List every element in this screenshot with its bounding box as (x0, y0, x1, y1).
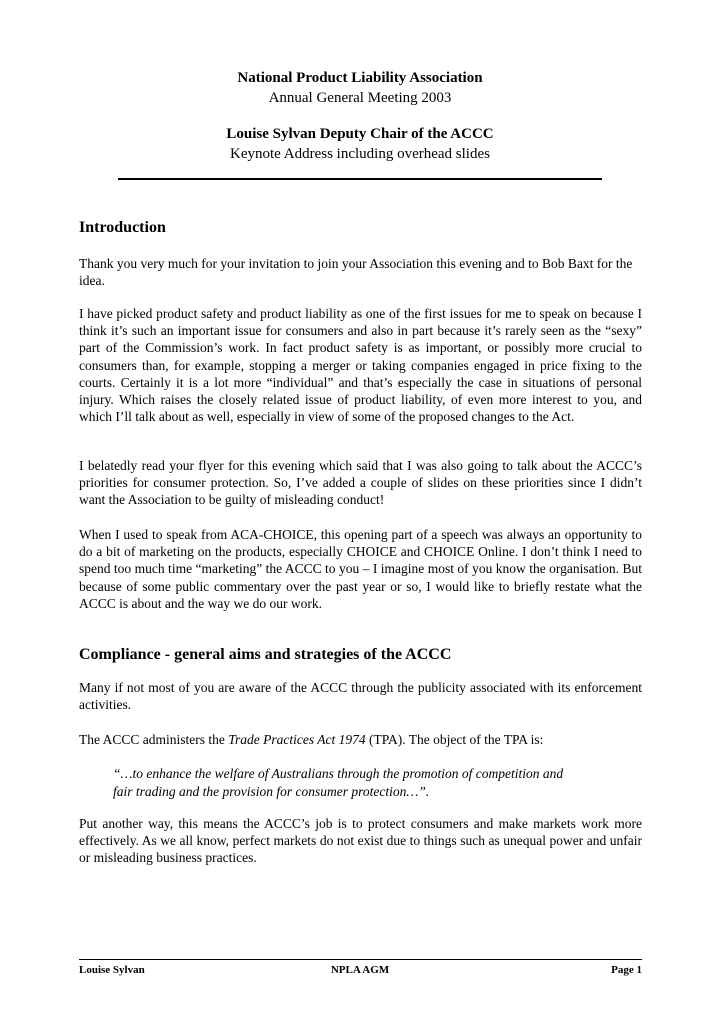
compliance-paragraph-3: Put another way, this means the ACCC’s job is to protect consumers and make markets work more effectively. As we all know, perfect markets do not exist due to things such as unequal power and unfair or misleading business practices. (79, 816, 642, 866)
tpa-intro-text: The ACCC administers the (79, 732, 229, 747)
quote-line-2: fair trading and the provision for consumer protection…”. (113, 784, 430, 799)
intro-paragraph-2: I have picked product safety and product liability as one of the first issues for me to speak on because I think it’s such an important issue for consumers and also in part because it’s rarely seen as the “sexy” part of the Commission’s work. In fact product safety is as important, or possibly more crucial to consumers than, for example, stopping a merger or taking companies engaged in price fixing to the courts. Certainly it is a lot more “individual” and that’s especially the case in situations of personal injury. Which raises the closely related issue of product liability, of even more interest to you, and which I’ll talk about as well, especially in view of some of the proposed changes to the Act. (79, 306, 642, 425)
quote-line-1: “…to enhance the welfare of Australians through the promotion of competition and (113, 766, 564, 781)
tpa-object-text: (TPA). The object of the TPA is: (365, 732, 544, 747)
section-title-compliance: Compliance - general aims and strategies of the ACCC (79, 646, 452, 663)
header-block-association (0, 68, 720, 108)
compliance-paragraph-1: Many if not most of you are aware of the ACCC through the publicity associated with its enforcement activities. (79, 680, 642, 713)
address-subtitle: Keynote Address including overhead slides (230, 146, 490, 162)
intro-paragraph-4: When I used to speak from ACA-CHOICE, this opening part of a speech was always an opportunity to do a bit of marketing on the products, especially CHOICE and CHOICE Online. I don’t think I need to spend too much time “marketing” the ACCC to you – I imagine most of you know the organisation. But because of some public commentary over the past year or so, I would like to briefly restate what the ACCC is about and the way we do our work. (79, 527, 642, 611)
intro-paragraph-1: Thank you very much for your invitation to join your Association this evening and to Bob Baxt for the idea. (79, 256, 633, 289)
footer-divider (79, 959, 642, 960)
footer-author: Louise Sylvan (79, 964, 145, 976)
compliance-paragraph-2 (79, 731, 642, 748)
tpa-object-quote (113, 765, 633, 801)
meeting-subtitle: Annual General Meeting 2003 (268, 90, 452, 106)
section-title-introduction: Introduction (79, 219, 166, 236)
association-title: National Product Liability Association (237, 70, 483, 86)
intro-paragraph-3: I belatedly read your flyer for this evening which said that I was also going to talk about the ACCC’s priorities for consumer protection. So, I’ve added a couple of slides on these priorities since I didn’t want the Association to be guilty of misleading conduct! (79, 458, 642, 508)
footer-page-number: Page 1 (611, 964, 642, 976)
header-block-speaker (0, 124, 720, 164)
footer-event: NPLA AGM (330, 964, 390, 976)
tpa-act-name: Trade Practices Act 1974 (228, 732, 366, 747)
header-divider (118, 178, 602, 180)
speaker-title: Louise Sylvan Deputy Chair of the ACCC (226, 126, 494, 142)
